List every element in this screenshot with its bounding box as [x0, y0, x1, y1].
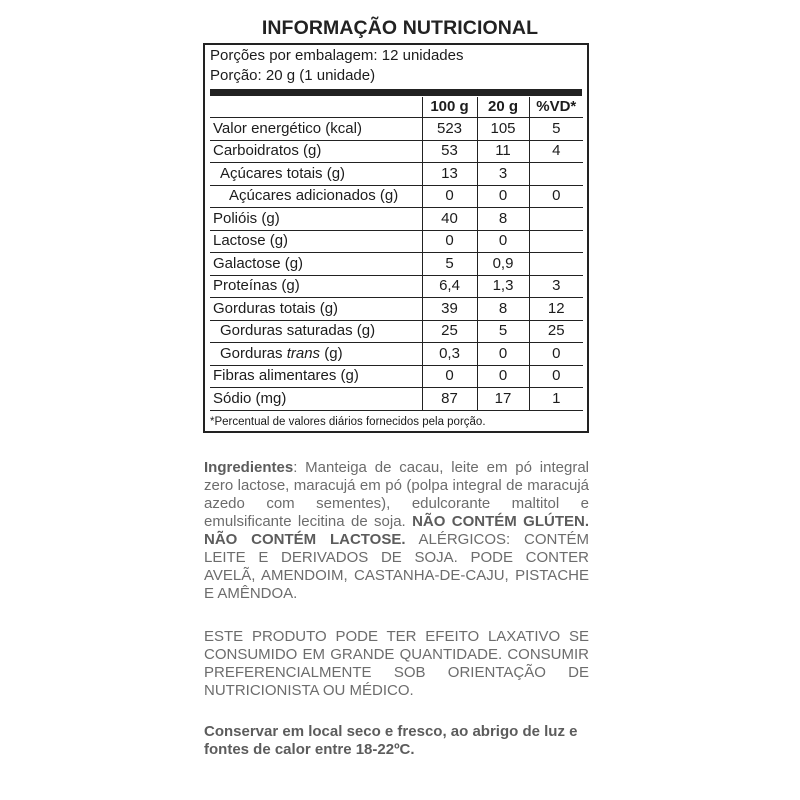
nutrient-label: Sódio (mg): [210, 388, 422, 411]
ingredients-heading: Ingredientes: [204, 459, 294, 476]
table-row: [210, 230, 583, 253]
nutrient-label: Gorduras saturadas (g): [210, 320, 422, 343]
value-20g: 0,9: [477, 253, 529, 276]
nutrient-label: [210, 343, 422, 366]
table-row: [210, 275, 583, 298]
nutrient-label: Galactose (g): [210, 253, 422, 276]
value-vd: [529, 163, 583, 186]
value-100g: 13: [422, 163, 477, 186]
table-row: [210, 388, 583, 411]
allergens-notice: ALÉRGICOS: CONTÉM LEITE E DERIVADOS DE SOJA. PODE CONTER AVELÃ, AMENDOIM, CASTANHA-DE-CAJU, PISTACHE E AMÊNDOA.: [204, 531, 589, 602]
nutrition-facts-panel: [203, 43, 589, 433]
value-100g: 523: [422, 118, 477, 141]
value-100g: 40: [422, 208, 477, 231]
value-20g: 105: [477, 118, 529, 141]
value-vd: 4: [529, 140, 583, 163]
value-vd: 0: [529, 185, 583, 208]
label-part: Gorduras: [220, 344, 287, 362]
value-20g: 5: [477, 320, 529, 343]
header-20g: 20 g: [477, 97, 529, 118]
storage-instructions: Conservar em local seco e fresco, ao abrigo de luz e fontes de calor entre 18-22ºC.: [204, 723, 578, 758]
value-100g: 39: [422, 298, 477, 321]
value-vd: 0: [529, 343, 583, 366]
label-part: (g): [320, 344, 343, 362]
nutrient-label: Açúcares totais (g): [210, 163, 422, 186]
value-vd: 25: [529, 320, 583, 343]
header-blank: [210, 97, 422, 118]
nutrient-label: Carboidratos (g): [210, 140, 422, 163]
table-row: [210, 208, 583, 231]
value-vd: 5: [529, 118, 583, 141]
header-vd: %VD*: [529, 97, 583, 118]
value-100g: 6,4: [422, 275, 477, 298]
value-100g: 87: [422, 388, 477, 411]
value-100g: 5: [422, 253, 477, 276]
value-100g: 0: [422, 185, 477, 208]
value-20g: 17: [477, 388, 529, 411]
servings-per-package: Porções por embalagem: 12 unidades: [210, 47, 464, 64]
nutrient-label: Lactose (g): [210, 230, 422, 253]
value-vd: 0: [529, 365, 583, 388]
value-vd: [529, 208, 583, 231]
nutrition-table: [210, 97, 583, 411]
value-100g: 53: [422, 140, 477, 163]
value-20g: 3: [477, 163, 529, 186]
table-row: [210, 253, 583, 276]
value-100g: 0: [422, 365, 477, 388]
table-footnote: *Percentual de valores diários fornecidos pela porção.: [210, 416, 486, 428]
value-vd: [529, 253, 583, 276]
value-20g: 1,3: [477, 275, 529, 298]
label-italic-part: trans: [286, 344, 321, 362]
nutrient-label: Polióis (g): [210, 208, 422, 231]
value-100g: 25: [422, 320, 477, 343]
value-vd: 1: [529, 388, 583, 411]
nutrient-label: Gorduras totais (g): [210, 298, 422, 321]
value-20g: 8: [477, 208, 529, 231]
laxative-warning: ESTE PRODUTO PODE TER EFEITO LAXATIVO SE CONSUMIDO EM GRANDE QUANTIDADE. CONSUMIR PREFERENCIALMENTE SOB ORIENTAÇÃO DE NUTRICIONISTA OU MÉDICO.: [204, 628, 589, 699]
table-row: [210, 365, 583, 388]
table-row: [210, 185, 583, 208]
header-100g: 100 g: [422, 97, 477, 118]
ingredients-body: : Manteiga de cacau, leite em pó integral zero lactose, maracujá em pó (polpa integral de maracujá azedo com sementes), edulcorante maltitol e emulsificante lecitina de soja.: [204, 459, 589, 530]
nutrition-title: INFORMAÇÃO NUTRICIONAL: [261, 17, 539, 39]
table-row: [210, 343, 583, 366]
value-20g: 0: [477, 230, 529, 253]
nutrient-label: Proteínas (g): [210, 275, 422, 298]
table-row: [210, 163, 583, 186]
nutrient-label: Fibras alimentares (g): [210, 365, 422, 388]
table-header-row: [210, 97, 583, 118]
value-vd: 12: [529, 298, 583, 321]
thick-divider: [210, 89, 582, 96]
value-20g: 0: [477, 343, 529, 366]
portion-size: Porção: 20 g (1 unidade): [210, 66, 376, 84]
nutrient-label: Valor energético (kcal): [210, 118, 422, 141]
table-row: [210, 118, 583, 141]
gluten-lactose-notice: NÃO CONTÉM GLÚTEN. NÃO CONTÉM LACTOSE.: [204, 513, 589, 548]
table-row: [210, 298, 583, 321]
ingredients-block: [204, 459, 589, 603]
value-100g: 0: [422, 230, 477, 253]
value-20g: 8: [477, 298, 529, 321]
table-row: [210, 140, 583, 163]
value-vd: [529, 230, 583, 253]
servings-info: [205, 45, 587, 85]
value-20g: 0: [477, 365, 529, 388]
value-vd: 3: [529, 275, 583, 298]
value-20g: 0: [477, 185, 529, 208]
nutrient-label: Açúcares adicionados (g): [210, 185, 422, 208]
value-20g: 11: [477, 140, 529, 163]
value-100g: 0,3: [422, 343, 477, 366]
table-row: [210, 320, 583, 343]
